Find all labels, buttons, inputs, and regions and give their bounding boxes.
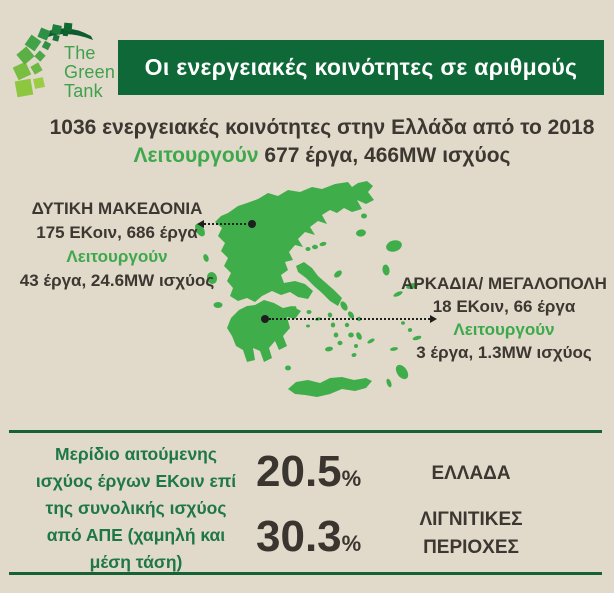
region-totals: 175 ΕΚοιν, 686 έργα xyxy=(36,223,198,242)
green-tank-logo xyxy=(12,22,122,108)
logo-line-green: Green xyxy=(64,62,116,82)
greece-share-number: 20.5 xyxy=(256,447,342,496)
logo-line-tank: Tank xyxy=(64,81,103,101)
share-description-line: μέση τάση) xyxy=(89,552,183,572)
lignite-scope-line: ΠΕΡΙΟΧΕΣ xyxy=(423,537,519,558)
west-macedonia-map-dot xyxy=(248,220,256,228)
share-description-line: Μερίδιο αιτούμενης xyxy=(55,444,217,464)
region-name: ΔΥΤΙΚΗ ΜΑΚΕΔΟΝΙΑ xyxy=(31,199,203,218)
lignite-share-percent-sign: % xyxy=(341,531,362,556)
greece-share-value xyxy=(256,448,361,503)
callout-arcadia-megalopoli xyxy=(396,272,612,364)
arcadia-map-dot xyxy=(261,315,269,323)
lignite-scope-label xyxy=(400,506,542,562)
share-description-line: ισχύος έργων ΕΚοιν επί xyxy=(35,471,237,491)
region-name: ΑΡΚΑΔΙΑ/ ΜΕΓΑΛΟΠΟΛΗ xyxy=(401,274,607,293)
greece-scope-label: ΕΛΛΑΔΑ xyxy=(431,463,511,484)
logo-line-the: The xyxy=(64,43,96,63)
lignite-share-value xyxy=(256,513,361,568)
lignite-scope-line: ΛΙΓΝΙΤΙΚΕΣ xyxy=(419,509,523,530)
divider-top xyxy=(9,430,602,433)
region-totals: 18 ΕΚοιν, 66 έργα xyxy=(432,297,576,316)
title-banner xyxy=(118,40,604,95)
page-title: Οι ενεργειακές κοινότητες σε αριθμούς xyxy=(144,54,578,80)
region-operating: 43 έργα, 24.6MW ισχύος xyxy=(19,271,215,290)
operating-keyword: Λειτουργούν xyxy=(133,144,259,167)
lignite-share-number: 30.3 xyxy=(256,512,342,561)
summary-operating-line xyxy=(30,142,614,170)
greece-share-percent-sign: % xyxy=(341,466,362,491)
region-status: Λειτουργούν xyxy=(453,320,555,339)
share-description xyxy=(28,441,244,576)
summary-total-line: 1036 ενεργειακές κοινότητες στην Ελλάδα από το 2018 xyxy=(49,116,595,139)
summary-block xyxy=(30,114,614,170)
region-status: Λειτουργούν xyxy=(66,247,168,266)
share-description-line: από ΑΠΕ (χαμηλή και xyxy=(46,525,226,545)
share-description-line: της συνολικής ισχύος xyxy=(45,498,227,518)
region-operating: 3 έργα, 1.3MW ισχύος xyxy=(416,343,592,362)
callout-west-macedonia xyxy=(8,197,226,293)
green-tank-wordmark xyxy=(64,44,115,101)
operating-stats: 677 έργα, 466MW ισχύος xyxy=(258,144,511,167)
